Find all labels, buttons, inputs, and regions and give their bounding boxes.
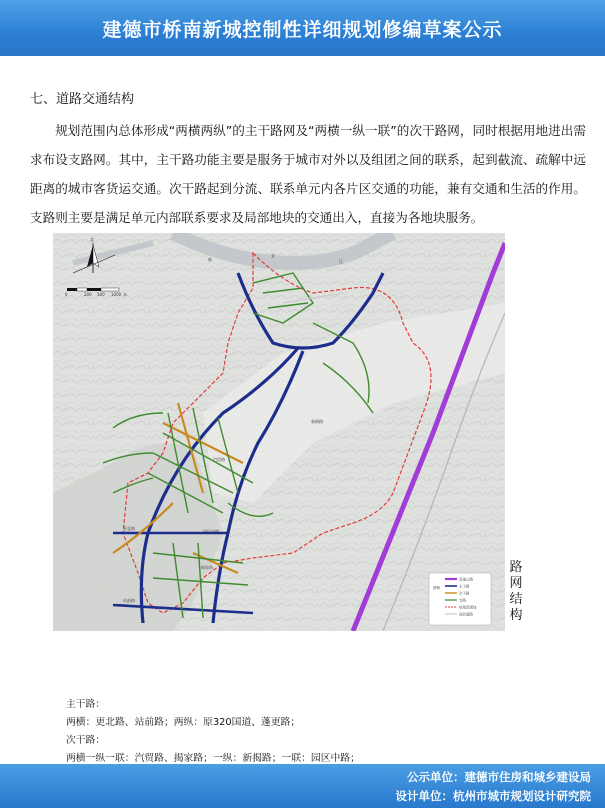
page-header [0,0,605,56]
scale-label: 1000 [111,292,122,297]
note-line: 两横：更北路、站前路；两纵：原320国道、蓬更路； [66,717,301,728]
svg-text:现状道路: 现状道路 [459,612,473,617]
road-label: 汽贸路 [213,457,225,462]
scale-unit: 米 [123,292,127,297]
note-line: 次干路： [66,735,106,746]
section-heading: 七、道路交通结构 [30,92,135,107]
road-label: 更北路 [123,526,135,531]
svg-text:主干路: 主干路 [459,584,470,589]
road-label: 站前路 [123,598,135,603]
north-label: 北 [90,237,94,242]
svg-text:规划范围线: 规划范围线 [459,605,477,610]
footer-publisher: 公示单位：建德市住房和城乡建设局 [407,770,591,784]
scale-label: 200 [84,292,92,297]
road-label: 园区中路 [203,529,219,534]
road-network-map [53,233,505,631]
map-legend [429,573,491,625]
svg-text:高速公路: 高速公路 [459,577,473,582]
river-label: 江 [339,259,343,264]
river-label: 新 [208,257,212,262]
note-line: 两横一纵一联：汽贸路、揭家路；一纵：新揭路；一联：园区中路； [66,753,360,764]
map-caption: 路网结构 [509,560,523,623]
footer-designer: 设计单位：杭州市城市规划设计研究院 [395,789,591,803]
page-title: 建德市桥南新城控制性详细规划修编草案公示 [102,18,503,41]
road-notes [66,696,360,768]
road-label: 新揭路 [311,419,323,424]
svg-text:次干路: 次干路 [459,591,470,596]
scale-label: 500 [97,292,105,297]
legend-title-1: 图例 [433,586,440,590]
road-label: 揭家路 [201,565,213,570]
page-footer [0,764,605,808]
map-svg [53,233,505,631]
svg-text:支路: 支路 [459,598,466,603]
note-line: 主干路： [66,699,106,710]
river-label: 安 [271,253,275,258]
scale-label: 0 [65,292,68,297]
section-paragraph: 规划范围内总体形成“两横两纵”的主干路网及“两横一纵一联”的次干路网，同时根据用地进出需求布设支路网。其中，主干路功能主要是服务于城市对外以及组团之间的联系，起到截流、疏解中远距离的城市客货运交通。次干路起到分流、联系单元内各片区交通的功能，兼有交通和生活的作用。支路则主要是满足单元内部联系要求及局部地块的交通出入，直接为各地块服务。 [30,123,586,225]
